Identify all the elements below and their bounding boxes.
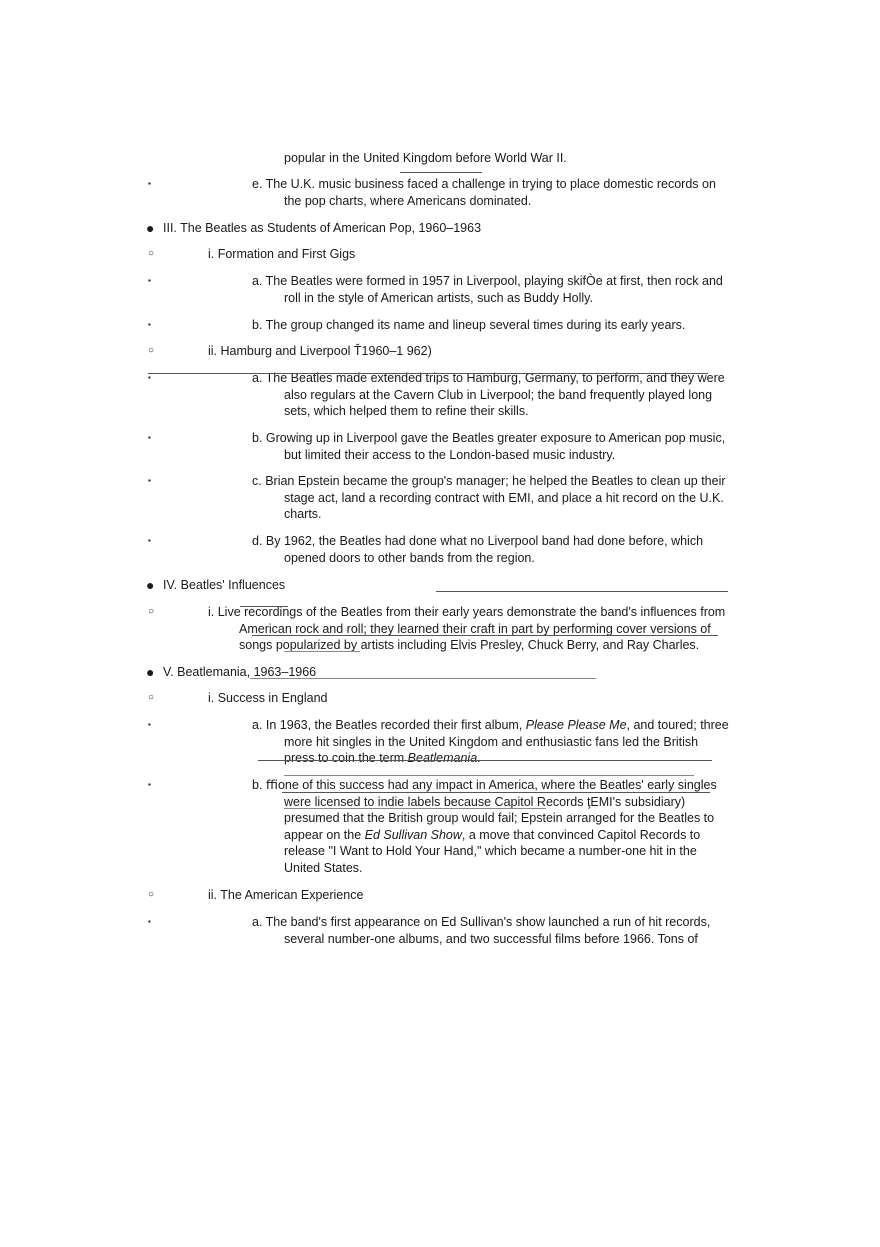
square-bullet-icon: ▪ (148, 476, 151, 485)
outline-item: a. In 1963, the Beatles recorded their first album, Please Please Me, and toured; three more hit singles in the United Kingdom and enthusiastic fans led the British press to coin the term Beatlemania. (252, 718, 729, 765)
outline-item: b. ﬃone of this success had any impact in America, where the Beatles' early singles were licensed to indie labels because Capitol Records ţEMI's subsidiary) presumed that the British group would fail; Epstein arranged for the Beatles to appear on the Ed Sullivan Show, a move that convinced Capitol Records to release "I Want to Hold Your Hand," which became a number-one hit in the United States. (252, 778, 717, 875)
outline-subheading: i. Success in England (208, 691, 328, 705)
square-bullet-icon: ▪ (148, 373, 151, 382)
square-bullet-icon: ▪ (148, 320, 151, 329)
disc-bullet-icon: ● (146, 664, 155, 680)
outline-heading: V. Beatlemania, 1963–1966 (163, 665, 317, 679)
circle-bullet-icon: ○ (148, 606, 155, 617)
disc-bullet-icon: ● (146, 220, 155, 236)
outline-item: c. Brian Epstein became the group's manager; he helped the Beatles to clean up their stage act, land a recording contract with EMI, and place a hit record on the U.K. charts. (252, 474, 726, 521)
outline-item: a. The Beatles were formed in 1957 in Liverpool, playing skifÒe at first, then rock and roll in the style of American artists, such as Buddy Holly. (252, 274, 723, 305)
scan-rule (284, 651, 360, 652)
square-bullet-icon: ▪ (148, 536, 151, 545)
outline-subheading: ii. Hamburg and Liverpool Ť1960–1 962) (208, 344, 432, 358)
scan-rule (436, 591, 728, 592)
scan-rule (148, 373, 708, 374)
outline-subheading: i. Live recordings of the Beatles from their early years demonstrate the band's influences from American rock and roll; they learned their craft in part by performing cover versions of songs popularized by artists including Elvis Presley, Chuck Berry, and Ray Charles. (208, 605, 726, 652)
scan-rule (250, 678, 596, 679)
outline-heading: III. The Beatles as Students of American Pop, 1960–1963 (163, 221, 482, 235)
square-bullet-icon: ▪ (148, 917, 151, 926)
scan-rule (258, 760, 712, 761)
outline-item: b. The group changed its name and lineup several times during its early years. (252, 318, 686, 332)
scan-rule (284, 808, 546, 809)
disc-bullet-icon: ● (146, 577, 155, 593)
scan-rule (282, 792, 710, 793)
scan-rule (240, 606, 288, 607)
outline-text: popular in the United Kingdom before World War II. (284, 151, 567, 165)
circle-bullet-icon: ○ (148, 345, 155, 356)
scan-rule (400, 172, 482, 173)
outline-item: b. Growing up in Liverpool gave the Beatles greater exposure to American pop music, but limited their access to the London-based music industry. (252, 431, 726, 462)
outline-item: a. The Beatles made extended trips to Hamburg, Germany, to perform, and they were also regulars at the Cavern Club in Liverpool; the band frequently played long sets, which helped them to refine their skills. (252, 371, 725, 418)
circle-bullet-icon: ○ (148, 248, 155, 259)
outline-item: e. The U.K. music business faced a challenge in trying to place domestic records on the pop charts, where Americans dominated. (252, 177, 716, 208)
circle-bullet-icon: ○ (148, 889, 155, 900)
scan-rule (252, 635, 718, 636)
square-bullet-icon: ▪ (148, 179, 151, 188)
circle-bullet-icon: ○ (148, 692, 155, 703)
outline-item: a. The band's first appearance on Ed Sullivan's show launched a run of hit records, several number-one albums, and two successful films before 1966. Tons of (252, 915, 711, 946)
square-bullet-icon: ▪ (148, 276, 151, 285)
outline-item: d. By 1962, the Beatles had done what no Liverpool band had done before, which opened doors to other bands from the region. (252, 534, 704, 565)
square-bullet-icon: ▪ (148, 720, 151, 729)
outline-heading: IV. Beatles' Influences (163, 578, 286, 592)
square-bullet-icon: ▪ (148, 433, 151, 442)
outline-subheading: i. Formation and First Gigs (208, 247, 356, 261)
scan-rule (284, 775, 694, 776)
square-bullet-icon: ▪ (148, 780, 151, 789)
outline-subheading: ii. The American Experience (208, 888, 364, 902)
